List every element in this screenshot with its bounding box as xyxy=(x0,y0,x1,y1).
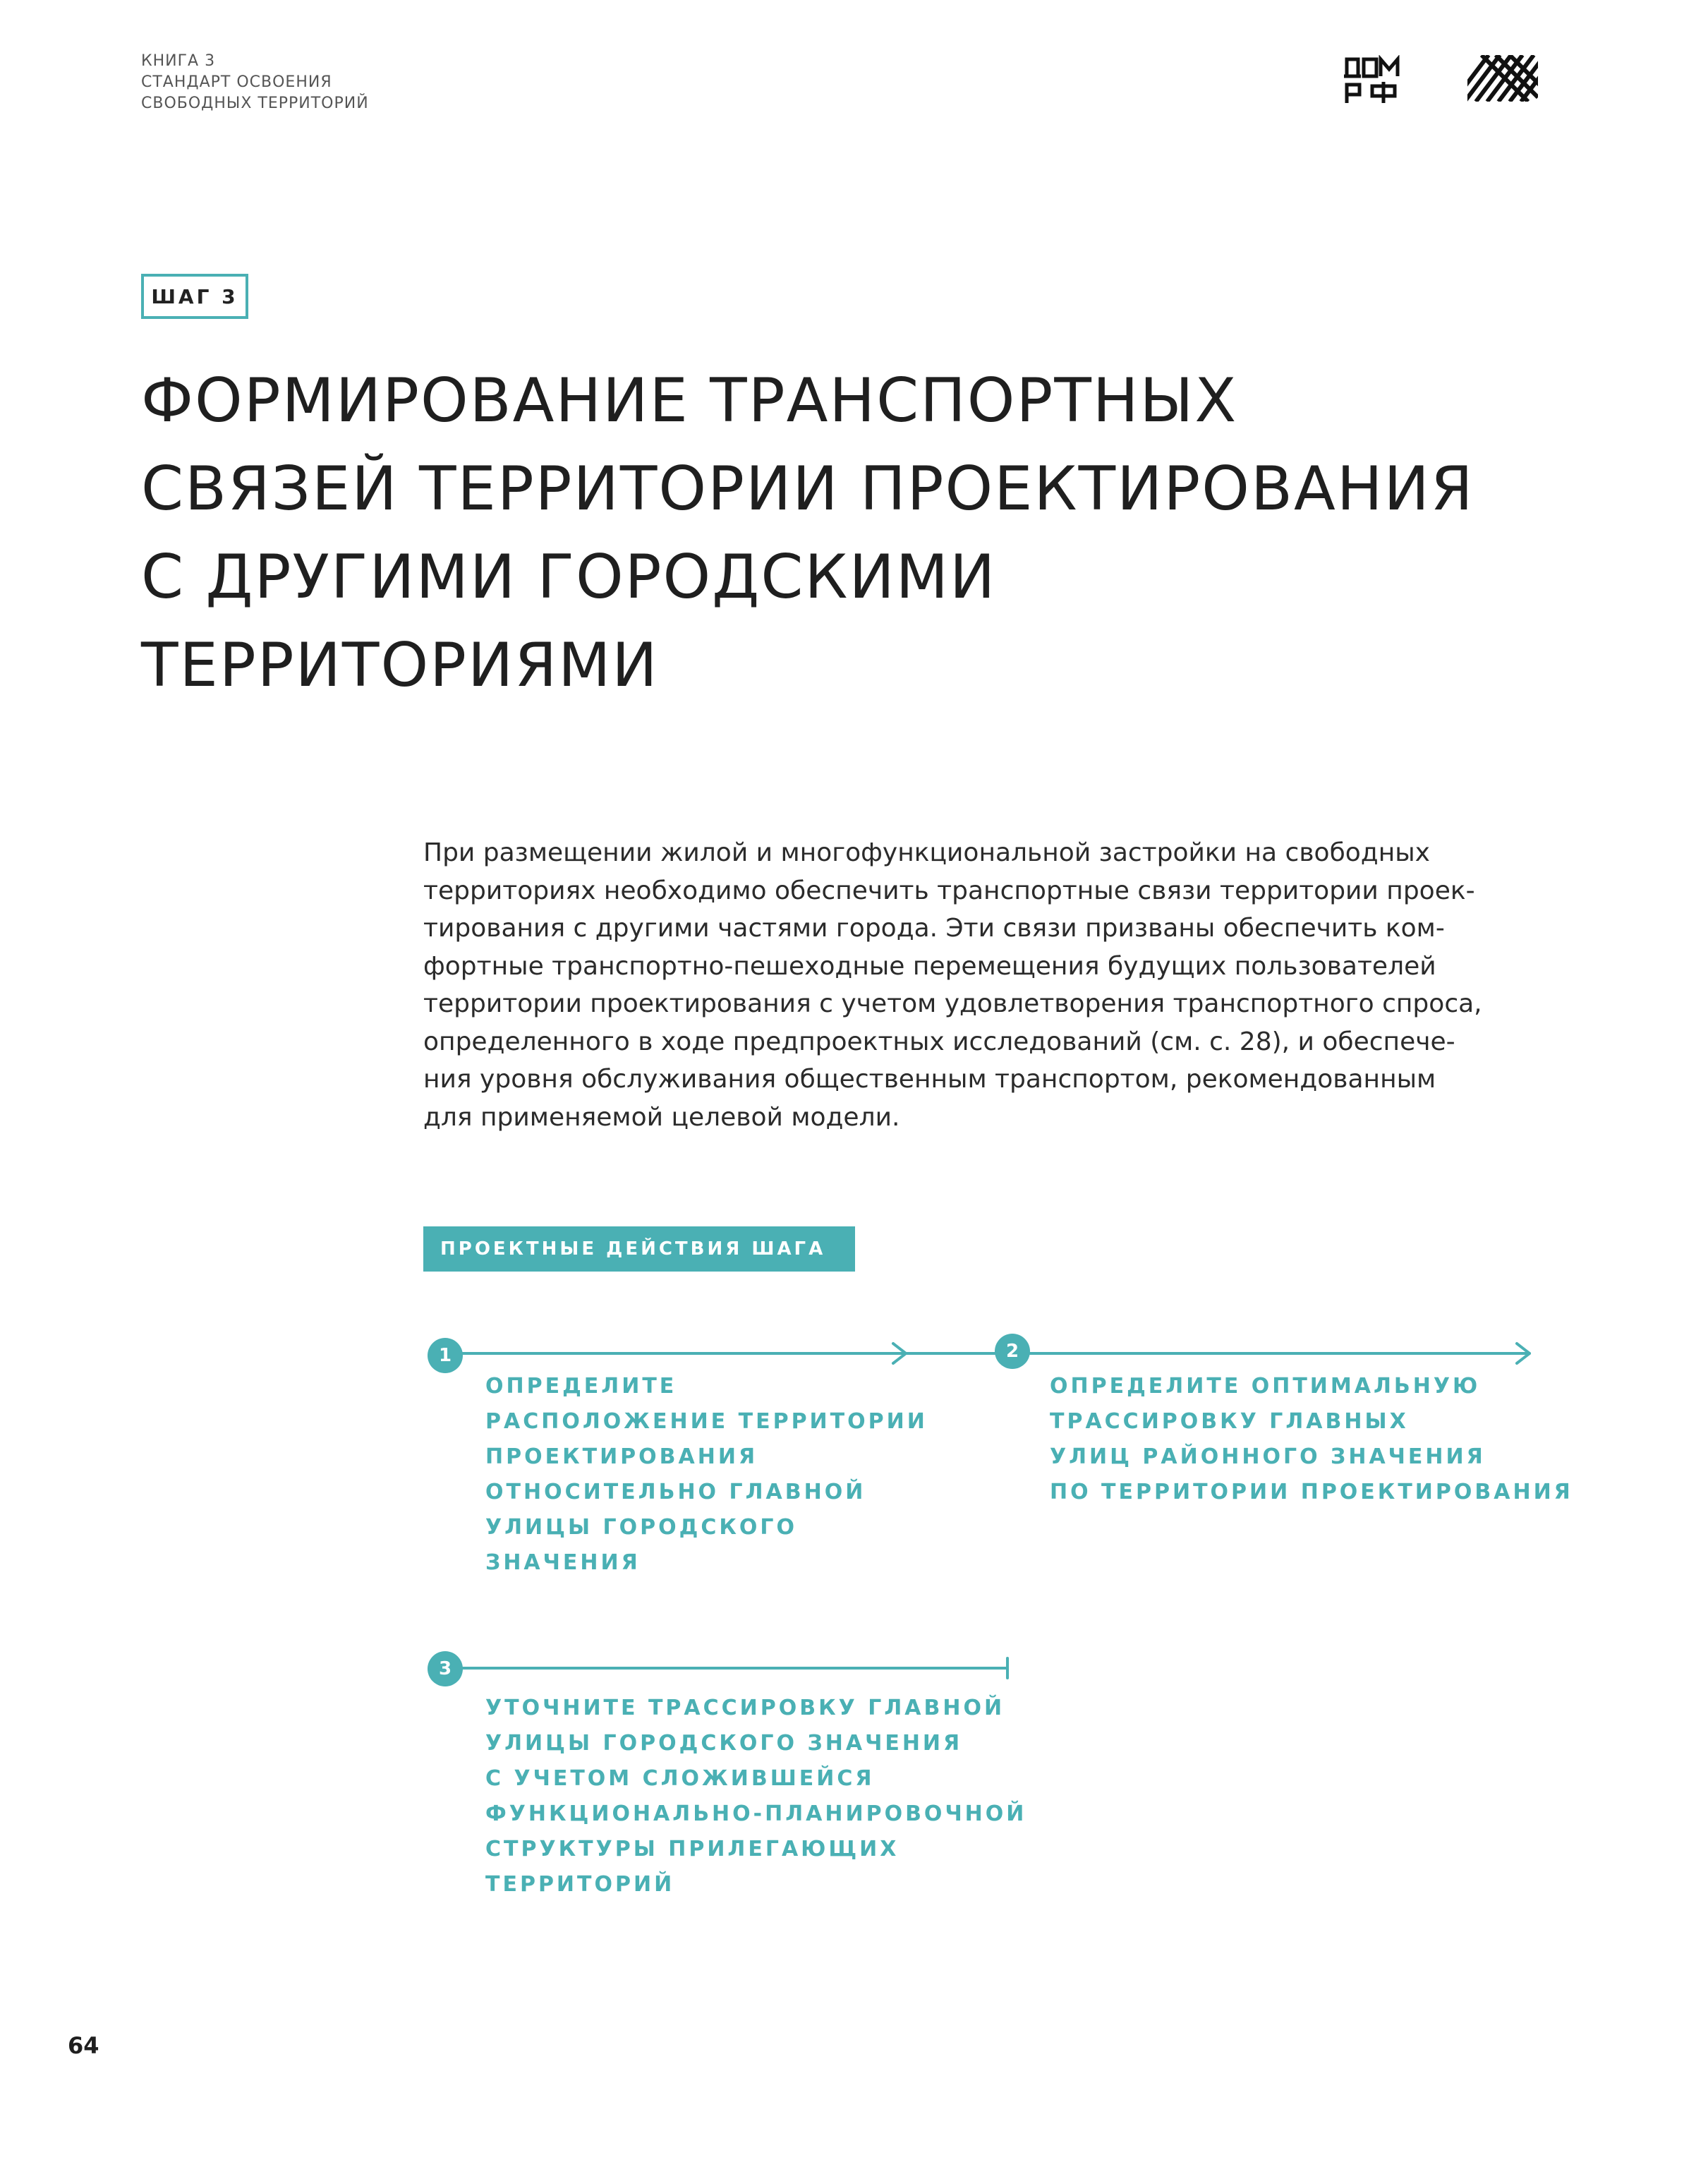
intro-line: ния уровня обслуживания общественным транспортом, рекомендованным xyxy=(423,1065,1436,1094)
dom-rf-logo xyxy=(1344,55,1400,106)
book-header xyxy=(141,51,369,114)
intro-paragraph xyxy=(423,834,1524,1136)
step-text-line: ТРАССИРОВКУ ГЛАВНЫХ xyxy=(1050,1409,1409,1434)
step-text-line: ОПРЕДЕЛИТЕ xyxy=(485,1374,677,1399)
step-text-line: УЛИЦ РАЙОННОГО ЗНАЧЕНИЯ xyxy=(1050,1444,1486,1469)
intro-line: фортные транспортно-пешеходные перемещения будущих пользователей xyxy=(423,951,1436,981)
project-actions-label: ПРОЕКТНЫЕ ДЕЙСТВИЯ ШАГА xyxy=(423,1226,855,1272)
flow-arrow-2 xyxy=(1517,1344,1530,1363)
intro-line: определенного в ходе предпроектных исследований (см. с. 28), и обеспече- xyxy=(423,1027,1455,1056)
title-line: С ДРУГИМИ ГОРОДСКИМИ xyxy=(141,542,997,612)
step-badge: ШАГ 3 xyxy=(141,274,248,319)
step-text-line: ФУНКЦИОНАЛЬНО-ПЛАНИРОВОЧНОЙ xyxy=(485,1801,1027,1826)
step-number-2: 2 xyxy=(995,1334,1030,1369)
step-text-line: ОТНОСИТЕЛЬНО ГЛАВНОЙ xyxy=(485,1480,866,1504)
intro-line: При размещении жилой и многофункциональной застройки на свободных xyxy=(423,838,1430,867)
step-text-line: УЛИЦЫ ГОРОДСКОГО xyxy=(485,1515,798,1540)
diagonal-stripes-logo xyxy=(1467,55,1538,102)
step-text-line: СТРУКТУРЫ ПРИЛЕГАЮЩИХ xyxy=(485,1837,900,1861)
step-text-line: УЛИЦЫ ГОРОДСКОГО ЗНАЧЕНИЯ xyxy=(485,1731,963,1756)
step-text-line: ЗНАЧЕНИЯ xyxy=(485,1550,641,1575)
book-header-line: СВОБОДНЫХ ТЕРРИТОРИЙ xyxy=(141,95,369,112)
step-text-line: ПРОЕКТИРОВАНИЯ xyxy=(485,1444,758,1469)
title-line: ФОРМИРОВАНИЕ ТРАНСПОРТНЫХ xyxy=(141,366,1238,436)
step-text-line: С УЧЕТОМ СЛОЖИВШЕЙСЯ xyxy=(485,1766,875,1791)
intro-line: территории проектирования с учетом удовлетворения транспортного спроса, xyxy=(423,989,1482,1018)
step-text-1 xyxy=(485,1369,928,1581)
intro-line: территориях необходимо обеспечить транспортные связи территории проек- xyxy=(423,876,1475,905)
step-text-line: УТОЧНИТЕ ТРАССИРОВКУ ГЛАВНОЙ xyxy=(485,1696,1005,1720)
flow-arrow-1 xyxy=(893,1344,906,1363)
step-text-2 xyxy=(1050,1369,1573,1510)
step-number-3: 3 xyxy=(428,1651,463,1686)
page-title xyxy=(141,357,1587,710)
book-header-line: СТАНДАРТ ОСВОЕНИЯ xyxy=(141,73,332,91)
intro-line: тирования с другими частями города. Эти связи призваны обеспечить ком- xyxy=(423,914,1445,943)
step-text-line: ПО ТЕРРИТОРИИ ПРОЕКТИРОВАНИЯ xyxy=(1050,1480,1573,1504)
title-line: СВЯЗЕЙ ТЕРРИТОРИИ ПРОЕКТИРОВАНИЯ xyxy=(141,454,1474,524)
book-header-line: КНИГА 3 xyxy=(141,52,216,70)
title-line: ТЕРРИТОРИЯМИ xyxy=(141,630,659,701)
step-text-line: ОПРЕДЕЛИТЕ ОПТИМАЛЬНУЮ xyxy=(1050,1374,1481,1399)
page-number: 64 xyxy=(68,2032,99,2059)
intro-line: для применяемой целевой модели. xyxy=(423,1102,900,1132)
step-text-line: РАСПОЛОЖЕНИЕ ТЕРРИТОРИИ xyxy=(485,1409,928,1434)
step-text-line: ТЕРРИТОРИЙ xyxy=(485,1872,675,1897)
step-text-3 xyxy=(485,1691,1026,1902)
step-number-1: 1 xyxy=(428,1338,463,1373)
